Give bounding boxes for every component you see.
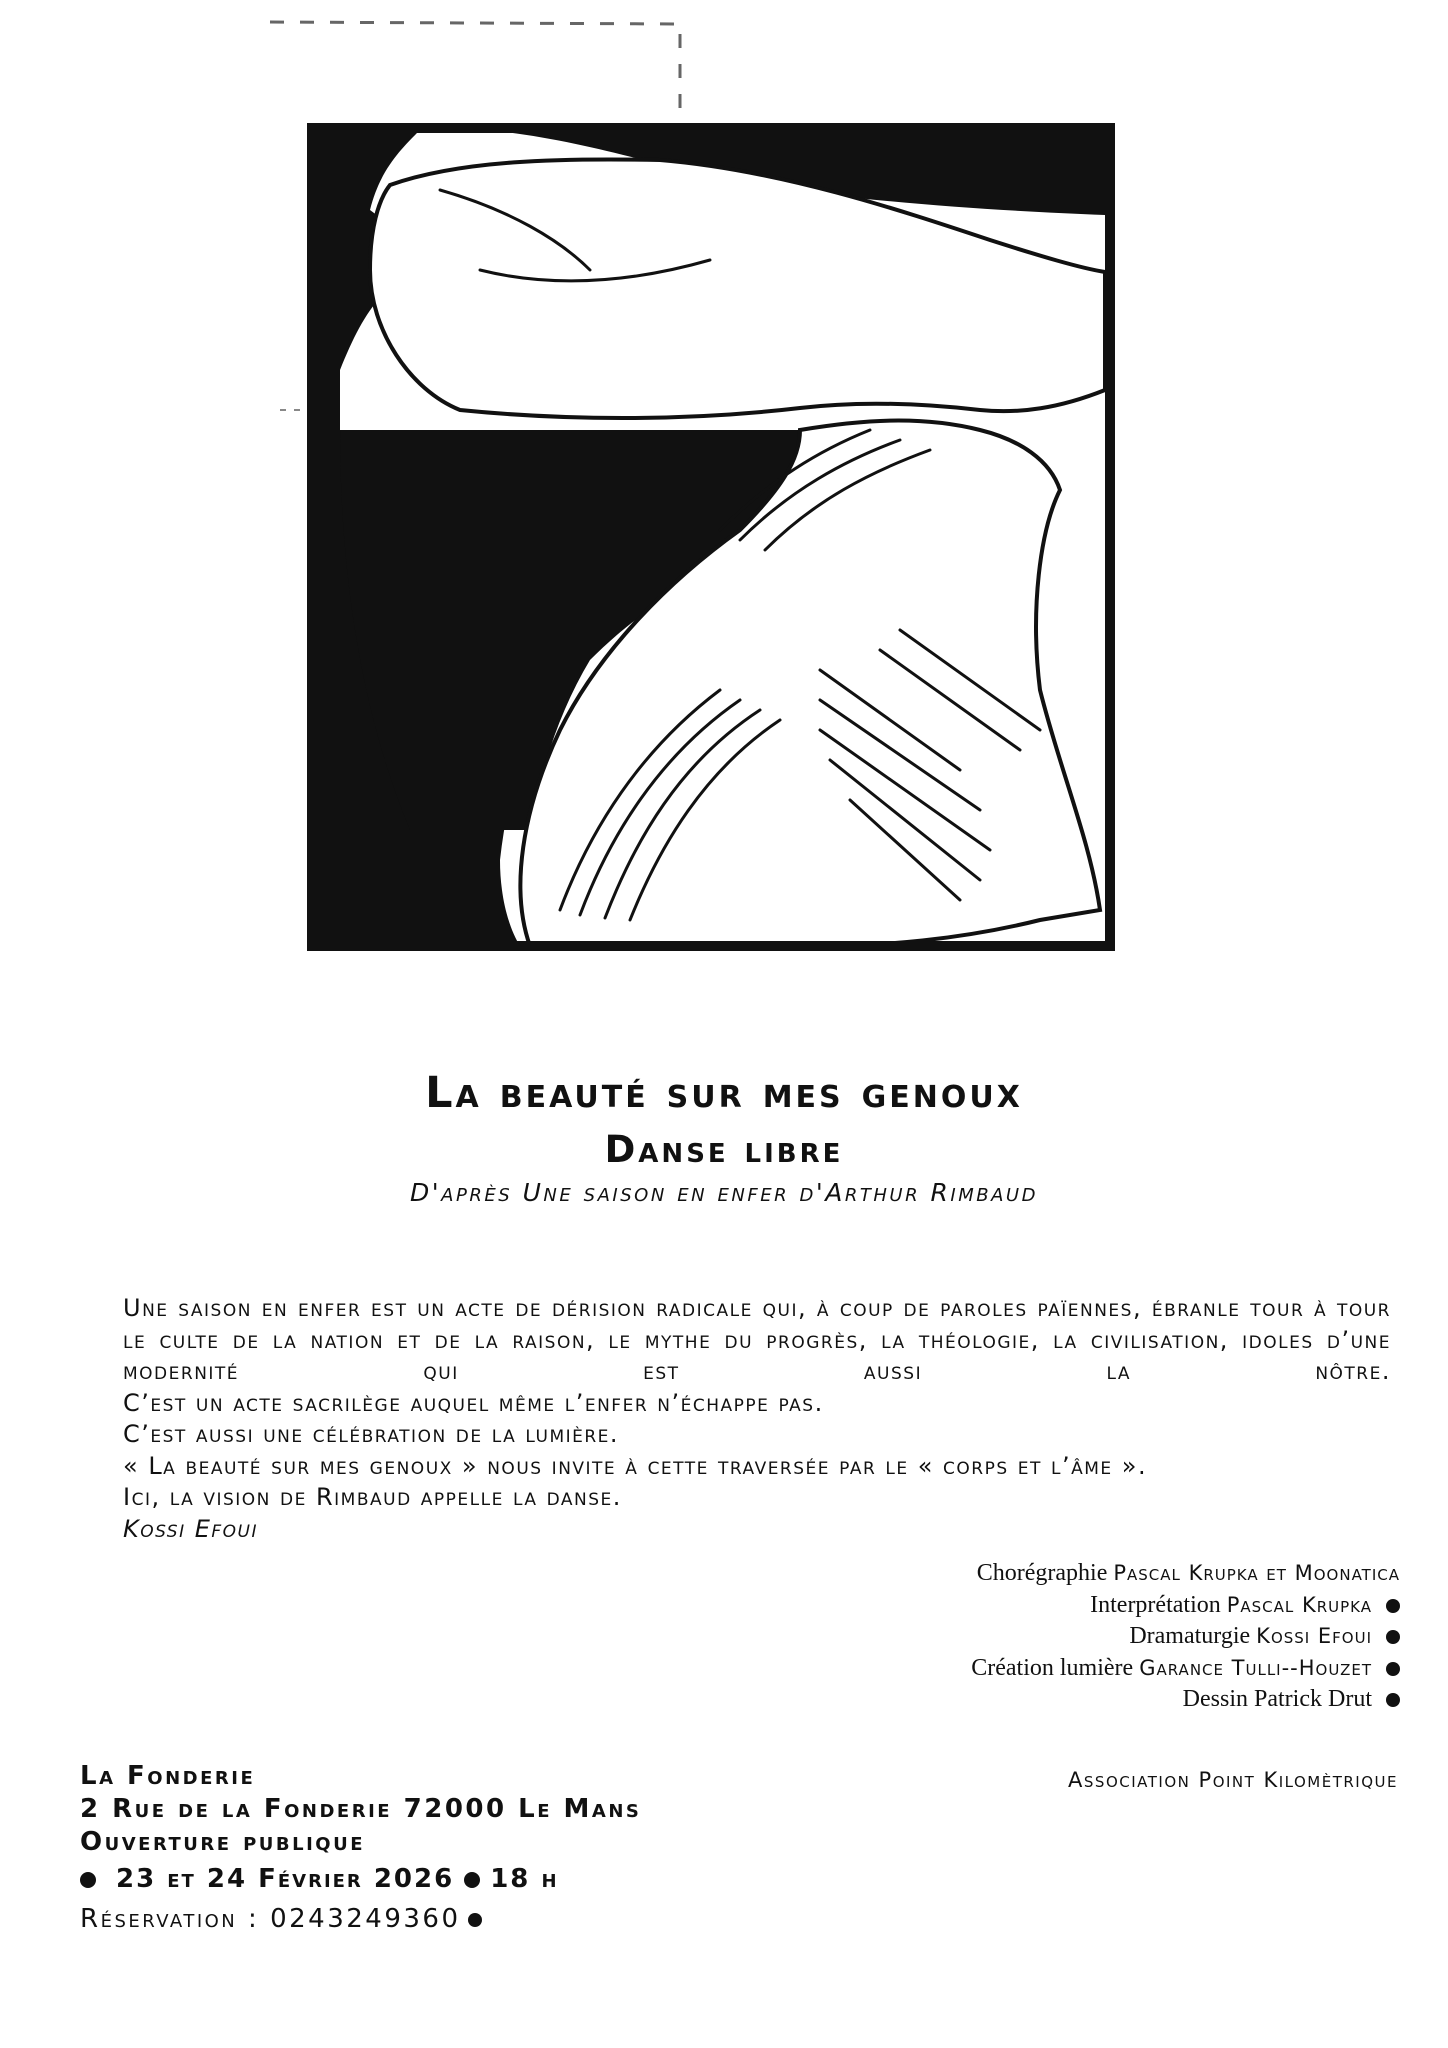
bullet-dot-icon [1386, 1662, 1400, 1676]
description-paragraph: Une saison en enfer est un acte de dérision radicale qui, à coup de paroles païennes, ébranle tour à tour le culte de la nation et de la raison, le mythe du progrès, la théologie, la civilisation, idoles d’une modernité qui est aussi la nôtre. [123, 1294, 1391, 1385]
credit-role: Chorégraphie [976, 1560, 1108, 1586]
venue-opening: Ouverture publique [80, 1827, 366, 1857]
credit-row [971, 1621, 1400, 1653]
bullet-dot-icon [464, 1872, 480, 1888]
description-block [123, 1293, 1391, 1545]
bullet-dot-icon [1386, 1693, 1400, 1707]
venue-block [80, 1760, 641, 1939]
description-line: Ici, la vision de Rimbaud appelle la danse. [123, 1483, 622, 1511]
venue-name: La Fonderie [80, 1761, 256, 1791]
credit-name: Kossi Efoui [1256, 1624, 1372, 1648]
credit-row [971, 1684, 1400, 1716]
credit-role: Dessin [1182, 1686, 1249, 1712]
ink-drawing-illustration [260, 10, 1140, 970]
credit-name: Pascal Krupka et Moonatica [1113, 1561, 1400, 1585]
credit-row [971, 1558, 1400, 1590]
description-line: C’est aussi une célébration de la lumière. [123, 1420, 620, 1448]
reservation-row [80, 1899, 641, 1939]
credit-name: Pascal Krupka [1226, 1592, 1372, 1617]
description-author: Kossi Efoui [123, 1514, 259, 1543]
credit-name: Garance Tulli--Houzet [1139, 1655, 1372, 1680]
bullet-dot-icon [1386, 1599, 1400, 1613]
show-title: La beauté sur mes genoux [425, 1068, 1023, 1118]
venue-address: 2 Rue de la Fonderie 72000 Le Mans [80, 1794, 642, 1824]
credit-name: Patrick Drut [1254, 1686, 1372, 1712]
description-line: « La beauté sur mes genoux » nous invite à cette traversée par le « corps et l’âme ». [123, 1451, 1148, 1480]
credit-row [971, 1590, 1400, 1622]
association-name: Association Point Kilomètrique [1068, 1768, 1398, 1792]
credits-list [971, 1558, 1400, 1716]
show-source: D'après Une saison en enfer d'Arthur Rimbaud [410, 1178, 1038, 1207]
show-subtitle: Danse libre [604, 1128, 844, 1171]
description-line: C’est un acte sacrilège auquel même l’enfer n’échappe pas. [123, 1388, 824, 1417]
dashed-guide-top [270, 22, 680, 110]
bullet-dot-icon [468, 1913, 482, 1927]
bullet-dot-icon [80, 1872, 96, 1888]
event-date-row [80, 1859, 641, 1899]
event-dates: 23 et 24 Février 2026 [116, 1864, 455, 1894]
event-time: 18 h [490, 1864, 559, 1894]
bullet-dot-icon [1386, 1630, 1400, 1644]
credit-role: Création lumière [971, 1654, 1134, 1681]
credit-row [971, 1653, 1400, 1685]
credit-role: Interprétation [1090, 1591, 1221, 1618]
credit-role: Dramaturgie [1129, 1623, 1251, 1649]
reservation-phone: Réservation : 0243249360 [80, 1904, 461, 1934]
